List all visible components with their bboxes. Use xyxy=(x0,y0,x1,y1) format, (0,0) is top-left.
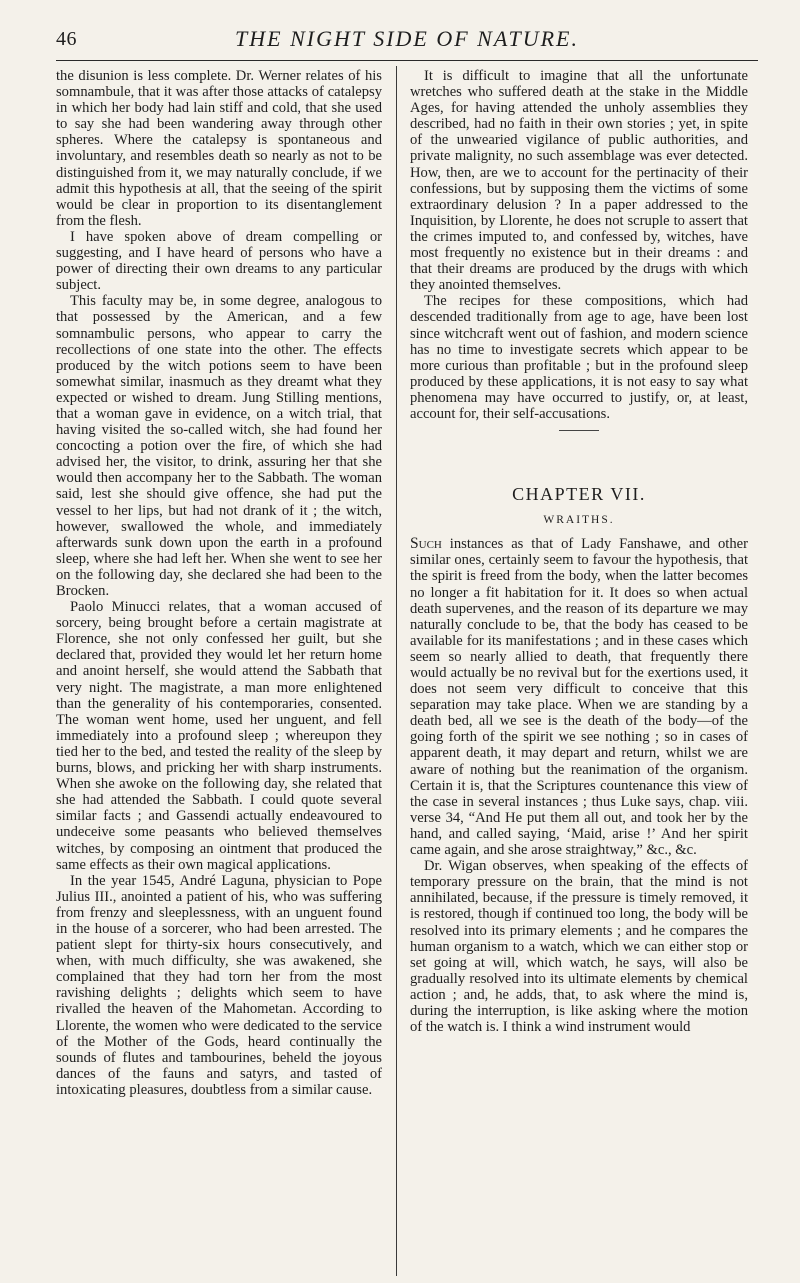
header-rule xyxy=(56,60,758,61)
right-column xyxy=(410,68,748,1035)
page-header xyxy=(56,26,758,60)
paragraph: I have spoken above of dream compelling or suggesting, and I have heard of persons who have a power of directing their own dreams to any particular subject. xyxy=(56,228,382,294)
chapter-title: CHAPTER VII. xyxy=(512,484,646,505)
chapter-subtitle: WRAITHS. xyxy=(543,514,615,527)
left-column xyxy=(56,68,382,1098)
paragraph: This faculty may be, in some degree, analogous to that possessed by the American, and a few somnambulic persons, who appear to carry the recollections of one state into the other. The effects produced by the witch potions seem to have been somewhat similar, inasmuch as they dreamt what they expected or wished to dream. Jung Stilling mentions, that a woman gave in evidence, on a witch trial, that having visited the so-called witch, she had found her concocting a potion over the fire, of which she had advised her, the visitor, to drink, assuring her that she would then accompany her to the Sabbath. The woman said, lest she should give offence, she had put the vessel to her lips, but had not drank of it ; the witch, however, swallowed the whole, and immediately afterwards sunk down upon the earth in a profound sleep, where she had left her. When she went to see her on the following day, she declared she had been to the Brocken. xyxy=(56,293,382,599)
paragraph: Paolo Minucci relates, that a woman accused of sorcery, being brought before a certain magistrate at Florence, she not only confessed her guilt, but she declared that, provided they would let her return home and anoint herself, she would attend the Sabbath that very night. The magistrate, a man more enlightened than the generality of his contemporaries, consented. The woman went home, used her unguent, and fell immediately into a profound sleep ; whereupon they tied her to the bed, and tested the reality of the sleep by burns, blows, and pricking her with sharp instruments. When she awoke on the following day, she related that she had attended the Sabbath. I could quote several similar facts ; and Gassendi actually endeavoured to undeceive some peasants who believed themselves witches, by composing an ointment that produced the same effects as their own magical applications. xyxy=(56,599,382,873)
running-head: THE NIGHT SIDE OF NATURE. xyxy=(235,26,579,51)
small-caps-lead: Such xyxy=(410,535,442,553)
chapter-first-paragraph xyxy=(410,536,748,858)
paragraph: In the year 1545, André Laguna, physician to Pope Julius III., anointed a patient of his, who was suffering from frenzy and sleeplessness, with an unguent found in the house of a sorcerer, who had been arrested. The patient slept for thirty-six hours consecutively, and when, with much difficulty, she was awakened, she complained that they had torn her from the most ravishing delights ; delights which seem to have rivalled the heaven of the Mahometan. According to Llorente, the women who were dedicated to the service of the Mother of the Gods, heard continually the sounds of flutes and tambourines, beheld the joyous dances of the fauns and satyrs, and tasted of intoxicating pleasures, doubtless from a similar cause. xyxy=(56,872,382,1098)
paragraph: the disunion is less complete. Dr. Werner relates of his somnambule, that it was after those attacks of catalepsy in which her body had lain stiff and cold, that she used to say she had been wandering away through other spheres. Where the catalepsy is spontaneous and involuntary, and resembles death so nearly as not to be distinguished from it, we may naturally conclude, if we admit this hypothesis at all, that the seeing of the spirit would be clear in proportion to its disentanglement from the flesh. xyxy=(56,68,382,229)
page-number: 46 xyxy=(56,28,77,50)
paragraph: Dr. Wigan observes, when speaking of the effects of temporary pressure on the brain, that the mind is not annihilated, because, if the pressure is timely removed, it is restored, though if continued too long, the body will be resolved into its primary elements ; and he compares the human organism to a watch, which we can either stop or set going at will, which watch, he says, will also be gradually resolved into its ultimate elements by chemical action ; and, he adds, that, to ask where the mind is, during the interruption, is like asking where the motion of the watch is. I think a wind instrument would xyxy=(410,858,748,1036)
section-separator xyxy=(559,430,599,431)
column-divider xyxy=(396,66,397,1276)
paragraph: The recipes for these compositions, which had descended traditionally from age to age, have been lost since witchcraft went out of fashion, and modern science has no time to investigate secrets which appear to be more curious than profitable ; but in the profound sleep produced by these applications, it is not easy to say what phenomena may have occurred to justify, or, at least, account for, their self-accusations. xyxy=(410,293,748,422)
paragraph-text: instances as that of Lady Fanshawe, and other similar ones, certainly seem to favour the hypothesis, that the spirit is freed from the body, when the latter becomes no longer a fit habitation for it. It does so when actual death supervenes, and the reason of its departure we may naturally conclude to be, that the body has ceased to be available for its manifestations ; and in these cases which seem so nearly allied to death, that frequently there would actually be no revival but for the exertions used, it does not seem very difficult to conceive that this separation may take place. When we are standing by a death bed, all we see is the death of the body—of the going forth of the spirit we see nothing ; so in cases of apparent death, it may depart and return, whilst we are aware of nothing but the reanimation of the organism. Certain it is, that the Scriptures countenance this view of the case in several instances ; thus Luke says, chap. viii. verse 34, “And He put them all out, and took her by the hand, and called saying, ‘Maid, arise !’ And her spirit came again, and she arose straightway,” &c., &c. xyxy=(410,536,748,859)
paragraph: It is difficult to imagine that all the unfortunate wretches who suffered death at the stake in the Middle Ages, for having attended the unholy assemblies they described, had no faith in their own stories ; yet, in spite of the unwearied vigilance of public authorities, and private malignity, no such assemblage was ever detected. How, then, are we to account for the pertinacity of their confessions, but by supposing them the victims of some extraordinary delusion ? In a paper addressed to the Inquisition, by Llorente, he does not scruple to assert that the crimes imputed to, and confessed by, witches, have most frequently no existence but in their dreams : and that their dreams are produced by the drugs with which they anointed themselves. xyxy=(410,68,748,294)
